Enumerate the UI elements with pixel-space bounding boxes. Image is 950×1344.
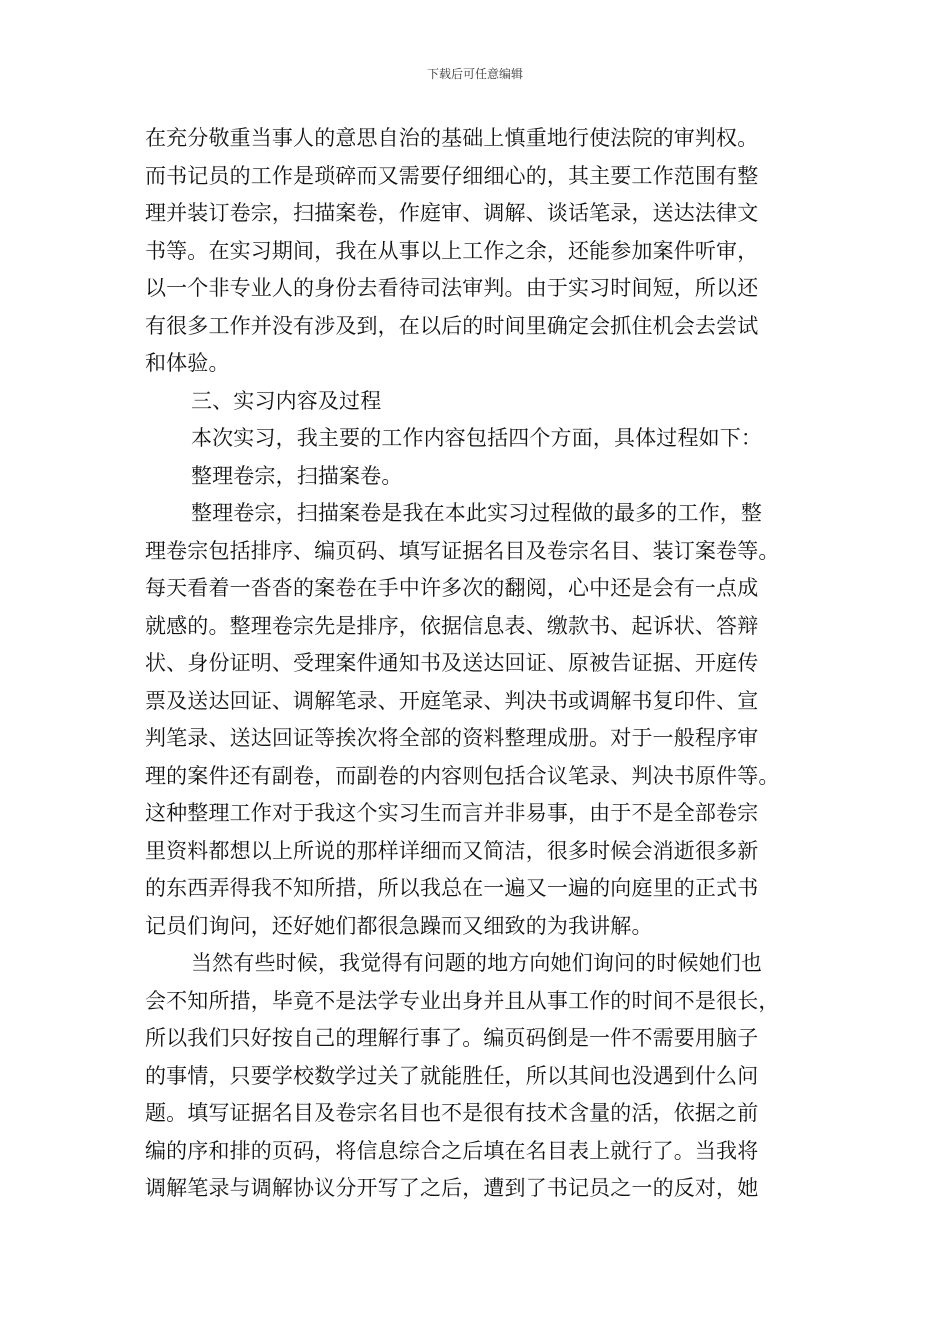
text-line: 调解笔录与调解协议分开写了之后，遭到了书记员之一的反对，她: [145, 1176, 759, 1200]
text-line: 在充分敬重当事人的意思自治的基础上慎重地行使法院的审判权。: [145, 126, 759, 150]
text-line: 理并装订卷宗，扫描案卷，作庭审、调解、谈话笔录，送达法律文: [145, 201, 759, 225]
text-line: 整理卷宗，扫描案卷。: [191, 463, 403, 488]
text-line: 书等。在实习期间，我在从事以上工作之余，还能参加案件听审，: [145, 238, 759, 263]
page-header: 下载后可任意编辑: [426, 67, 523, 81]
text-line: 里资料都想以上所说的那样详细而又简洁，很多时候会消逝很多新: [145, 838, 759, 863]
text-line: 当然有些时候，我觉得有问题的地方向她们询问的时候她们也: [191, 951, 763, 975]
text-line: 三、实习内容及过程: [191, 388, 382, 413]
document-body: [145, 120, 805, 1208]
text-line: 状、身份证明、受理案件通知书及送达回证、原被告证据、开庭传: [145, 651, 759, 675]
text-line: 有很多工作并没有涉及到，在以后的时间里确定会抓住机会去尝试: [145, 313, 759, 338]
text-line: 记员们询问，还好她们都很急躁而又细致的为我讲解。: [145, 913, 653, 938]
text-line: 以一个非专业人的身份去看待司法审判。由于实习时间短，所以还: [145, 276, 759, 300]
text-line: 的东西弄得我不知所措，所以我总在一遍又一遍的向庭里的正式书: [145, 876, 759, 900]
text-line: 就感的。整理卷宗先是排序，依据信息表、缴款书、起诉状、答辩: [145, 613, 759, 638]
text-line: 所以我们只好按自己的理解行事了。编页码倒是一件不需要用脑子: [145, 1026, 759, 1050]
text-line: 会不知所措，毕竟不是法学专业出身并且从事工作的时间不是很长，: [145, 988, 780, 1013]
text-line: 票及送达回证、调解笔录、开庭笔录、判决书或调解书复印件、宣: [145, 688, 759, 713]
text-line: 题。填写证据名目及卷宗名目也不是很有技术含量的活，依据之前: [145, 1101, 759, 1125]
text-line: 理卷宗包括排序、编页码、填写证据名目及卷宗名目、装订案卷等。: [145, 538, 780, 563]
text-line: 编的序和排的页码，将信息综合之后填在名目表上就行了。当我将: [145, 1138, 759, 1163]
text-line: 理的案件还有副卷，而副卷的内容则包括合议笔录、判决书原件等。: [145, 763, 780, 788]
text-line: 和体验。: [145, 351, 230, 375]
text-line: 每天看着一沓沓的案卷在手中许多次的翻阅，心中还是会有一点成: [145, 576, 759, 600]
text-line: 本次实习，我主要的工作内容包括四个方面，具体过程如下：: [191, 426, 763, 450]
text-line: 判笔录、送达回证等挨次将全部的资料整理成册。对于一般程序审: [145, 726, 759, 750]
text-line: 整理卷宗，扫描案卷是我在本此实习过程做的最多的工作，整: [191, 501, 763, 525]
text-line: 而书记员的工作是琐碎而又需要仔细细心的，其主要工作范围有整: [145, 163, 759, 188]
text-line: 的事情，只要学校数学过关了就能胜任，所以其间也没遇到什么问: [145, 1063, 759, 1088]
text-line: 这种整理工作对于我这个实习生而言并非易事，由于不是全部卷宗: [145, 801, 759, 825]
